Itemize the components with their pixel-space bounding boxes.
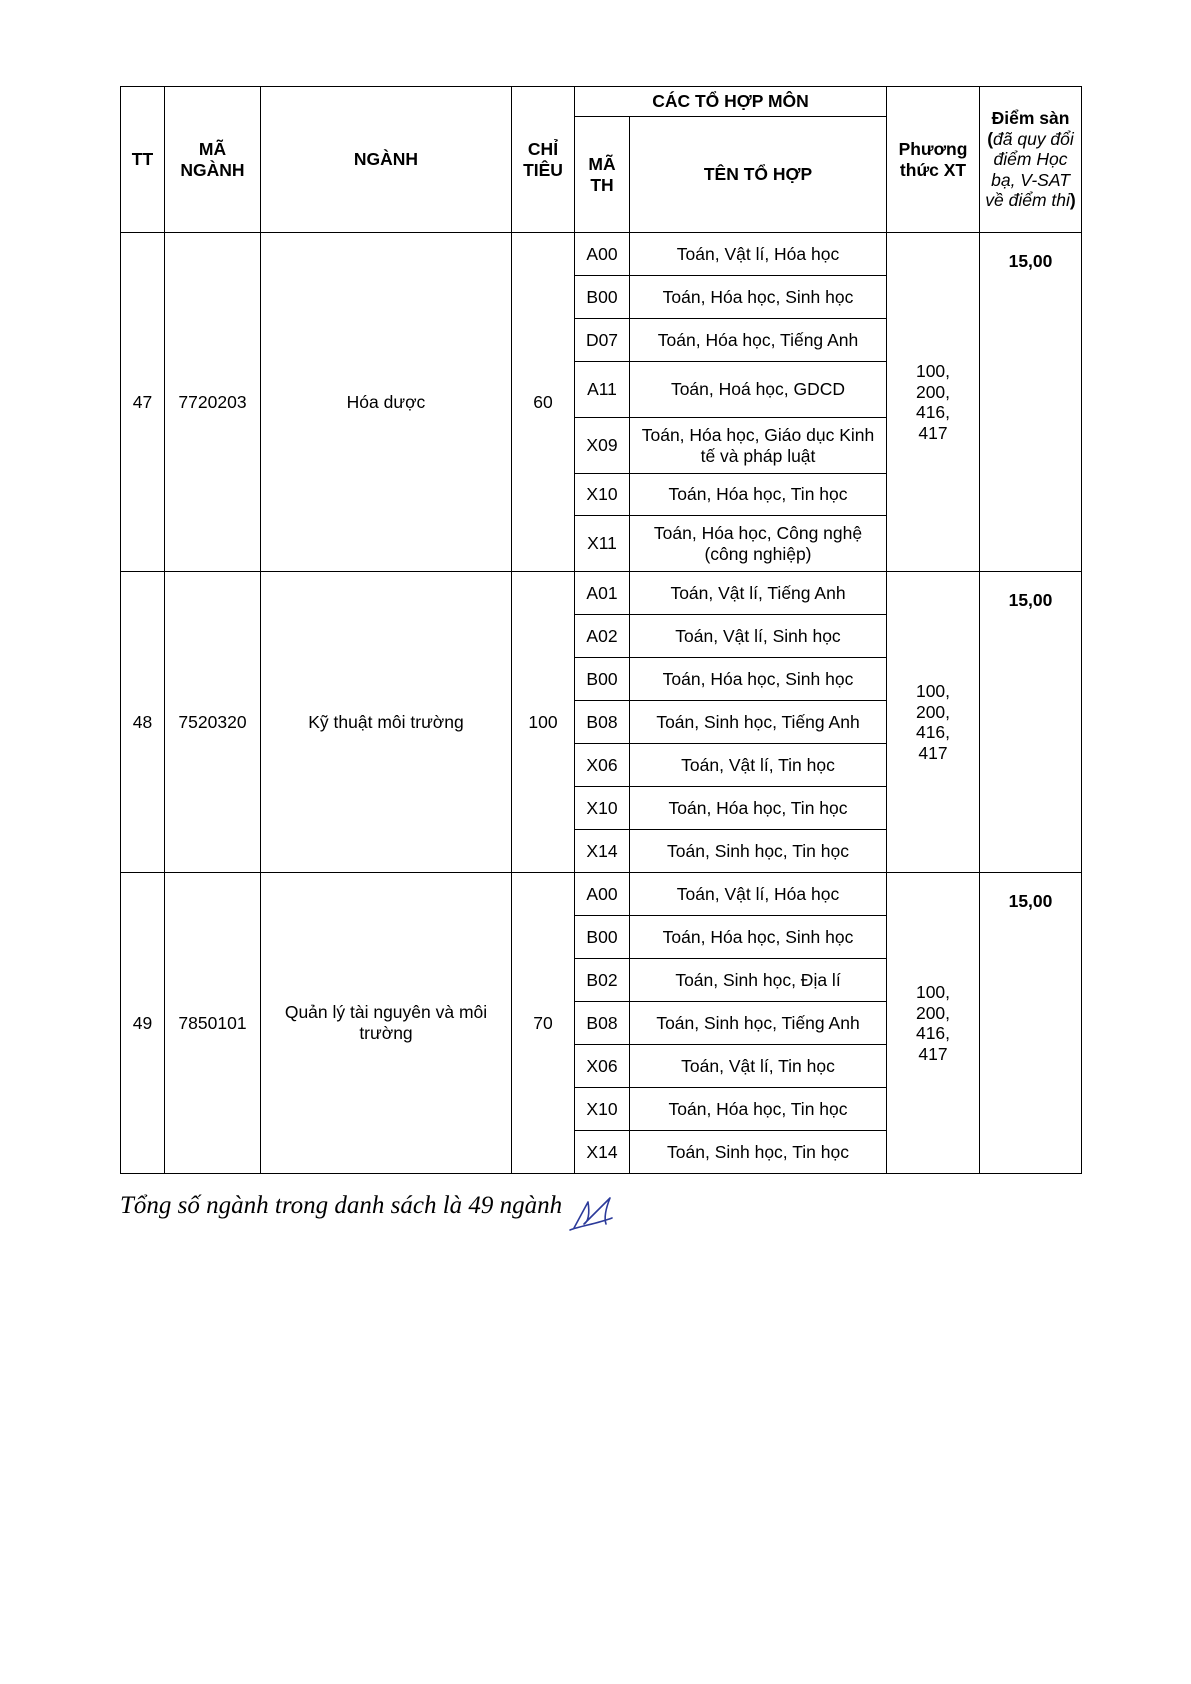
cell-ma-nganh: 7520320 bbox=[165, 572, 261, 873]
cell-combo-code: X06 bbox=[575, 744, 630, 787]
header-tt: TT bbox=[121, 87, 165, 233]
cell-combo-code: X10 bbox=[575, 1088, 630, 1131]
cell-ma-nganh: 7720203 bbox=[165, 233, 261, 572]
cell-combo-code: B08 bbox=[575, 1002, 630, 1045]
cell-combo-name: Toán, Hóa học, Sinh học bbox=[630, 276, 887, 319]
cell-combo-name: Toán, Hóa học, Tin học bbox=[630, 474, 887, 516]
cell-combo-code: A02 bbox=[575, 615, 630, 658]
cell-diem-san: 15,00 bbox=[980, 572, 1082, 873]
cell-combo-code: X10 bbox=[575, 787, 630, 830]
cell-chi-tieu: 100 bbox=[512, 572, 575, 873]
cell-phuong-thuc: 100, 200, 416, 417 bbox=[887, 233, 980, 572]
cell-combo-name: Toán, Hóa học, Tin học bbox=[630, 787, 887, 830]
header-cac-to-hop: CÁC TỔ HỢP MÔN bbox=[575, 87, 887, 117]
header-nganh: NGÀNH bbox=[261, 87, 512, 233]
cell-combo-name: Toán, Vật lí, Tin học bbox=[630, 744, 887, 787]
cell-combo-name: Toán, Sinh học, Địa lí bbox=[630, 959, 887, 1002]
cell-combo-code: X09 bbox=[575, 418, 630, 474]
cell-combo-name: Toán, Hóa học, Công nghệ (công nghiệp) bbox=[630, 516, 887, 572]
cell-combo-code: B00 bbox=[575, 916, 630, 959]
header-diem-san-title: Điểm sàn bbox=[991, 108, 1070, 129]
cell-combo-code: B00 bbox=[575, 658, 630, 701]
cell-combo-name: Toán, Vật lí, Sinh học bbox=[630, 615, 887, 658]
signature-initials bbox=[566, 1190, 626, 1234]
cell-combo-code: X14 bbox=[575, 830, 630, 873]
cell-combo-code: X14 bbox=[575, 1131, 630, 1174]
cell-chi-tieu: 60 bbox=[512, 233, 575, 572]
cell-combo-code: X06 bbox=[575, 1045, 630, 1088]
cell-combo-code: A00 bbox=[575, 233, 630, 276]
cell-combo-name: Toán, Sinh học, Tin học bbox=[630, 830, 887, 873]
cell-combo-name: Toán, Hóa học, Sinh học bbox=[630, 658, 887, 701]
cell-phuong-thuc: 100, 200, 416, 417 bbox=[887, 572, 980, 873]
cell-diem-san: 15,00 bbox=[980, 873, 1082, 1174]
header-chi-tieu: CHỈ TIÊU bbox=[512, 87, 575, 233]
cell-nganh: Kỹ thuật môi trường bbox=[261, 572, 512, 873]
cell-combo-code: A01 bbox=[575, 572, 630, 615]
table-row bbox=[121, 233, 1082, 276]
cell-combo-name: Toán, Vật lí, Tin học bbox=[630, 1045, 887, 1088]
cell-nganh: Quản lý tài nguyên và môi trường bbox=[261, 873, 512, 1174]
cell-nganh: Hóa dược bbox=[261, 233, 512, 572]
cell-combo-code: B00 bbox=[575, 276, 630, 319]
cell-combo-code: D07 bbox=[575, 319, 630, 362]
cell-tt: 49 bbox=[121, 873, 165, 1174]
cell-combo-name: Toán, Sinh học, Tin học bbox=[630, 1131, 887, 1174]
header-diem-san-note: (đã quy đổi điểm Học bạ, V-SAT về điểm thi) bbox=[985, 128, 1076, 211]
footer-total-note: Tổng số ngành trong danh sách là 49 ngành bbox=[120, 1192, 563, 1219]
cell-chi-tieu: 70 bbox=[512, 873, 575, 1174]
header-ma-th: MÃ TH bbox=[575, 117, 630, 233]
cell-combo-code: B02 bbox=[575, 959, 630, 1002]
cell-combo-name: Toán, Hóa học, Tiếng Anh bbox=[630, 319, 887, 362]
cell-combo-code: B08 bbox=[575, 701, 630, 744]
cell-combo-name: Toán, Sinh học, Tiếng Anh bbox=[630, 1002, 887, 1045]
cell-ma-nganh: 7850101 bbox=[165, 873, 261, 1174]
header-ma-nganh: MÃ NGÀNH bbox=[165, 87, 261, 233]
cell-combo-name: Toán, Hóa học, Tin học bbox=[630, 1088, 887, 1131]
admission-table bbox=[120, 86, 1082, 1174]
cell-combo-name: Toán, Hóa học, Sinh học bbox=[630, 916, 887, 959]
cell-tt: 48 bbox=[121, 572, 165, 873]
cell-combo-code: X10 bbox=[575, 474, 630, 516]
cell-combo-name: Toán, Vật lí, Tiếng Anh bbox=[630, 572, 887, 615]
cell-tt: 47 bbox=[121, 233, 165, 572]
cell-combo-code: A00 bbox=[575, 873, 630, 916]
header-ten-to-hop: TÊN TỔ HỢP bbox=[630, 117, 887, 233]
table-row bbox=[121, 572, 1082, 615]
cell-phuong-thuc: 100, 200, 416, 417 bbox=[887, 873, 980, 1174]
cell-diem-san: 15,00 bbox=[980, 233, 1082, 572]
cell-combo-name: Toán, Vật lí, Hóa học bbox=[630, 873, 887, 916]
header-diem-san bbox=[980, 87, 1082, 233]
header-phuong-thuc: Phương thức XT bbox=[887, 87, 980, 233]
cell-combo-name: Toán, Hóa học, Giáo dục Kinh tế và pháp luật bbox=[630, 418, 887, 474]
cell-combo-code: X11 bbox=[575, 516, 630, 572]
cell-combo-code: A11 bbox=[575, 362, 630, 418]
cell-combo-name: Toán, Vật lí, Hóa học bbox=[630, 233, 887, 276]
table-row bbox=[121, 873, 1082, 916]
cell-combo-name: Toán, Sinh học, Tiếng Anh bbox=[630, 701, 887, 744]
cell-combo-name: Toán, Hoá học, GDCD bbox=[630, 362, 887, 418]
